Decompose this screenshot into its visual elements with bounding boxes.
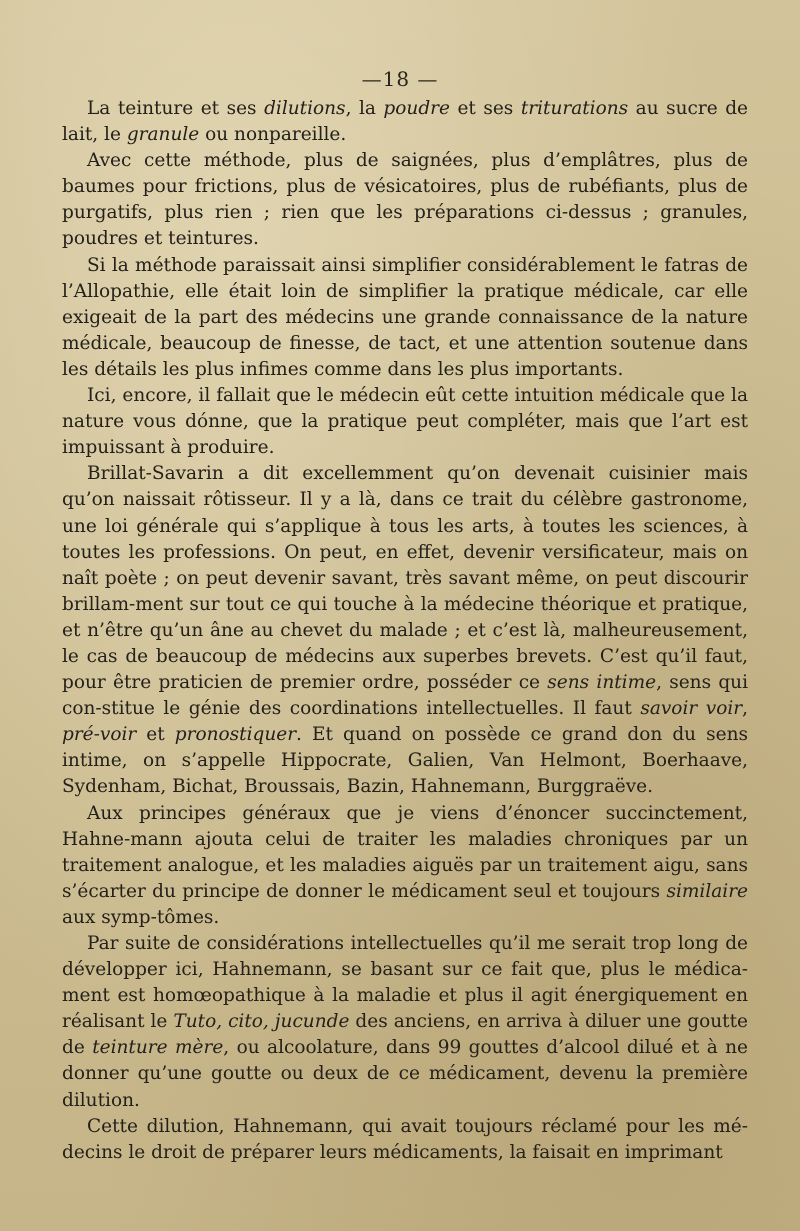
text-run: Cette dilution, Hahnemann, qui avait toujours réclamé pour les mé-decins le droit de préparer leurs médicaments, la faisait en imprimant [62,1115,748,1163]
text-run: et ses [449,98,521,119]
text-run: Ici, encore, il fallait que le médecin eût cette intuition médicale que la nature vous dónne, que la pratique peut compléter, mais que l’art est impuissant à produire. [62,385,748,459]
text-run: Par suite de considérations intellectuelles qu’il me serait trop long de développer ici, Hahnemann, se basant sur ce fait que, plus le médica-ment est homœopathique à la maladie et plus il agit énergiquement en réalisant le [62,933,748,1033]
paragraph [62,1114,748,1166]
italic-text: savoir voir [640,698,743,720]
italic-text: poudre [383,98,450,119]
page-number: —18 — [361,67,439,91]
paragraph [62,931,748,1114]
text-run: ou nonpareille. [199,124,347,146]
text-run: , ou alcoolature, dans 99 gouttes d’alcool dilué et à ne donner qu’une goutte ou deux de ce médicament, devenu la première dilution. [62,1037,749,1111]
text-run: , la [345,98,384,119]
text-run: , sens qui con-stitue le génie des coordinations intellectuelles. Il faut [62,672,749,720]
paragraph [62,383,748,461]
italic-text: similaire [666,880,748,902]
text-run: Si la méthode paraissait ainsi simplifier considérablement le fatras de l’Allopathie, elle était loin de simplifier la pratique médicale, car elle exigeait de la part des médecins une grande connaissance de la nature médicale, beaucoup de finesse, de tact, et une attention soutenue dans les détails les plus infimes comme dans les plus importants. [62,254,748,380]
paragraph [62,253,748,383]
text-run: La teinture et ses [87,98,265,119]
italic-text: teinture mère [92,1037,224,1059]
italic-text: granule [126,124,200,146]
italic-text: pronostiquer [174,724,297,746]
italic-text: triturations [520,98,629,119]
paragraph [62,461,748,800]
text-run: aux symp-tômes. [62,906,220,928]
text-run: , [742,698,748,720]
italic-text: Tuto, cito, jucunde [173,1011,350,1033]
italic-text: dilutions [264,98,346,119]
italic-text: sens intime [547,672,657,694]
italic-text: pré-voir [62,724,137,746]
text-run: Brillat-Savarin a dit excellemment qu’on devenait cuisinier mais qu’on naissait rôtisseur. Il y a là, dans ce trait du célèbre gastronome, une loi générale qui s’applique à tous les arts, à toutes les sciences, à toutes les professions. On peut, en effet, devenir versificateur, mais on naît poète ; on peut devenir savant, très savant même, on peut discourir brillam-ment sur tout ce qui touche à la médecine théorique et pratique, et n’être qu’un âne au chevet du malade ; et c’est là, malheureusement, le cas de beaucoup de médecins aux superbes brevets. C’est qu’il faut, pour être praticien de premier ordre, posséder ce [62,463,748,694]
paragraph [62,801,748,931]
text-run: au sucre de lait, le [62,98,748,146]
text-run: Aux principes généraux que je viens d’énoncer succinctement, Hahne-mann ajouta celui de traiter les maladies chroniques par un traitement analogue, et les maladies aiguës par un traitement aigu, sans s’écarter du principe de donner le médicament seul et toujours [62,802,748,902]
paragraph [62,96,748,148]
paragraph [62,148,748,252]
text-run: des anciens, en arriva à diluer une goutte de [62,1011,748,1059]
body-text [62,96,748,1166]
text-run: . Et quand on possède ce grand don du sens intime, on s’appelle Hippocrate, Galien, Van Helmont, Boerhaave, Sydenham, Bichat, Broussais, Bazin, Hahnemann, Burggraëve. [62,724,748,798]
text-run: Avec cette méthode, plus de saignées, plus d’emplâtres, plus de baumes pour frictions, plus de vésicatoires, plus de rubéfiants, plus de purgatifs, plus rien ; rien que les préparations ci-dessus ; granules, poudres et teintures. [62,150,748,250]
text-run: et [136,724,175,746]
